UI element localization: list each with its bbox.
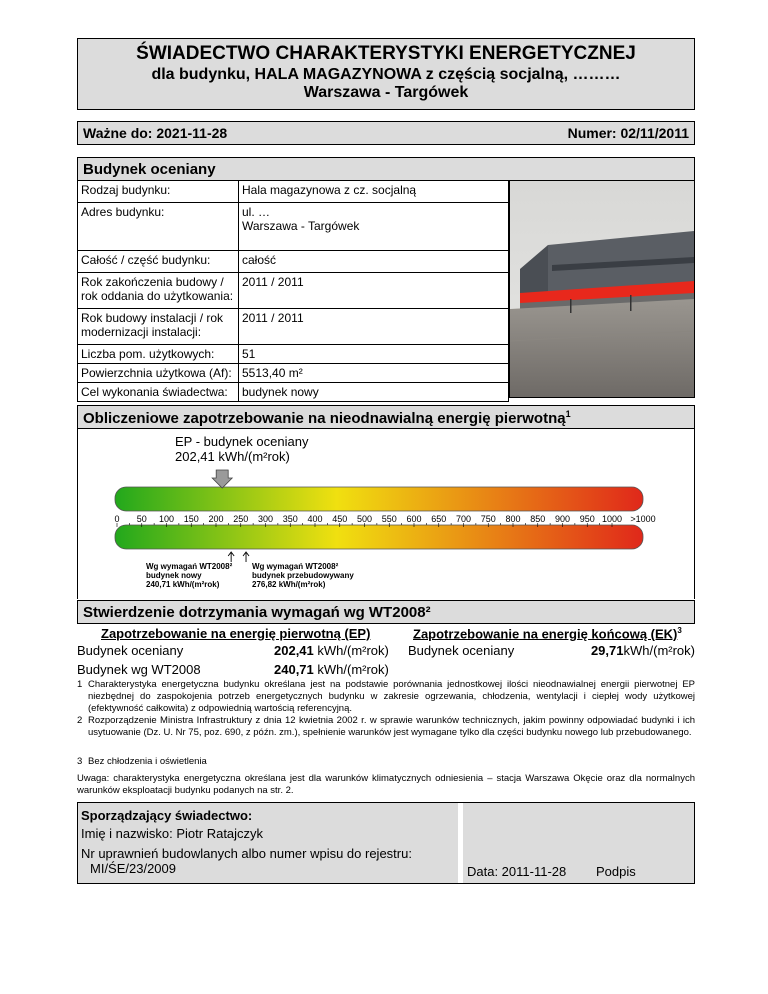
assessor-panel bbox=[78, 803, 458, 883]
building-type-label: Rodzaj budynku: bbox=[78, 181, 239, 203]
ep-scale-tick-label: 250 bbox=[233, 514, 249, 524]
ep-scale-tick-label: 300 bbox=[257, 514, 274, 524]
ep-label-title: EP - budynek oceniany bbox=[175, 434, 309, 449]
ep-scale-tick-label: 450 bbox=[332, 514, 348, 524]
certificate-subtitle: dla budynku, HALA MAGAZYNOWA z częścią socjalną, ……… bbox=[151, 66, 621, 83]
ep-row-building-value bbox=[274, 643, 389, 658]
climate-note: Uwaga: charakterystyka energetyczna określana jest dla warunków klimatycznych odniesienia – stacja Warszawa Okęcie oraz dla normalnych warunków eksploatacji budynku podanych na str. 2. bbox=[77, 773, 695, 796]
wt-requirements bbox=[77, 624, 695, 676]
address-line-1: ul. … bbox=[242, 205, 271, 219]
footnote-ref: 1 bbox=[565, 409, 571, 419]
ek-column-title bbox=[413, 626, 682, 641]
ep-label-value: 202,41 kWh/(m²rok) bbox=[175, 449, 290, 464]
ep-scale-tick-label: 950 bbox=[579, 514, 595, 524]
building-type-value: Hala magazynowa z cz. socjalną bbox=[239, 181, 509, 203]
footnote-text: Rozporządzenie Ministra Infrastruktury z dnia 12 kwietnia 2002 r. w sprawie warunków technicznych, jakim powinny odpowiadać budynki i ich usytuowanie (Dz. U. Nr 75, poz. 690, z późn. zm.), spełnienie warunków jest wymagane tylko dla części budynku nowego lub przebudowanego. bbox=[88, 715, 695, 738]
purpose-value: budynek nowy bbox=[239, 383, 509, 402]
ek-row-building: Budynek oceniany bbox=[408, 643, 515, 658]
ref-mod-line-3: 276,82 kWh/(m²rok) bbox=[252, 580, 326, 589]
certificate-number: Numer: 02/11/2011 bbox=[567, 125, 689, 141]
ep-scale-tick-label: 700 bbox=[455, 514, 472, 524]
installation-year-label: Rok budowy instalacji / rok modernizacji instalacji: bbox=[78, 309, 239, 345]
certificate-date: Data: 2011-11-28 bbox=[467, 864, 567, 879]
construction-year-label: Rok zakończenia budowy / rok oddania do użytkowania: bbox=[78, 273, 239, 309]
ep-scale-tick-label: 800 bbox=[505, 514, 521, 524]
ek-building-number: 29,71 bbox=[590, 643, 624, 658]
ep-scale-tick-label: 150 bbox=[183, 514, 199, 524]
footnote-text: Charakterystyka energetyczna budynku określana jest na podstawie porównania jednostkowej ilości nieodnawialnej energii pierwotnej EP niezbędnej do zaspokojenia potrzeb energetycznych budynku w zakresie ogrzewania, chłodzenia, wentylacji i ciepłej wody użytkowej (efektywność całkowita) z odpowiednią wartością referencyjną. bbox=[88, 679, 695, 714]
ek-column-title-text: Zapotrzebowanie na energię końcową (EK) bbox=[413, 626, 678, 642]
usable-area-value: 5513,40 m² bbox=[239, 364, 509, 383]
footnote-number: 3 bbox=[77, 756, 83, 767]
ep-building-marker bbox=[212, 470, 232, 488]
ep-scale-tick-label: 0 bbox=[114, 514, 120, 524]
ep-scale-tick-label: 100 bbox=[158, 514, 175, 524]
ep-row-wt2008-value bbox=[274, 662, 389, 677]
ref-new-building-label bbox=[146, 562, 232, 589]
ep-scale-tick-label: 600 bbox=[406, 514, 422, 524]
registry-value: MI/ŚE/23/2009 bbox=[90, 861, 176, 876]
certificate-location: Warszawa - Targówek bbox=[303, 84, 469, 101]
ref-mod-line-1: Wg wymagań WT2008² bbox=[252, 562, 339, 571]
building-address-label: Adres budynku: bbox=[78, 203, 239, 251]
ep-building-number: 202,41 bbox=[274, 643, 314, 658]
registry-label: Nr uprawnień budowlanych albo numer wpisu do rejestru: bbox=[81, 846, 412, 861]
building-part-label: Całość / część budynku: bbox=[78, 251, 239, 273]
ep-row-wt2008: Budynek wg WT2008 bbox=[77, 662, 201, 677]
ref-new-marker bbox=[228, 552, 234, 562]
ep-row-building: Budynek oceniany bbox=[77, 643, 184, 658]
ep-scale-tick-label: 500 bbox=[356, 514, 373, 524]
ep-section-title: Obliczeniowe zapotrzebowanie na nieodnawialną energię pierwotną bbox=[83, 410, 566, 427]
valid-until: Ważne do: 2021-11-28 bbox=[83, 125, 228, 141]
construction-year-value: 2011 / 2011 bbox=[239, 273, 509, 309]
date-signature-panel bbox=[463, 803, 694, 883]
ep-scale-tick-label: 200 bbox=[208, 514, 224, 524]
ep-wt2008-unit: kWh/(m²rok) bbox=[313, 662, 389, 677]
footnote-text: Bez chłodzenia i oświetlenia bbox=[88, 756, 207, 767]
ep-scale-tick-label: 1000 bbox=[601, 514, 623, 524]
rooms-count-value: 51 bbox=[239, 345, 509, 364]
building-section-header: Budynek oceniany bbox=[77, 157, 695, 181]
footnote-3 bbox=[77, 756, 695, 768]
footnote-1 bbox=[77, 679, 695, 715]
assessor-name: Imię i nazwisko: Piotr Ratajczyk bbox=[81, 826, 264, 841]
rooms-count-label: Liczba pom. użytkowych: bbox=[78, 345, 239, 364]
ep-scale-bar-top bbox=[115, 487, 643, 511]
ep-scale-tick-label: 650 bbox=[431, 514, 447, 524]
wt-section-header: Stwierdzenie dotrzymania wymagań wg WT2008² bbox=[77, 600, 695, 624]
footnote-ref: 3 bbox=[677, 626, 682, 635]
ep-scale-tick-label: 900 bbox=[554, 514, 571, 524]
ep-wt2008-number: 240,71 bbox=[274, 662, 314, 677]
ep-scale-tick-label: 400 bbox=[307, 514, 323, 524]
usable-area-label: Powierzchnia użytkowa (Af): bbox=[78, 364, 239, 383]
signature-box bbox=[77, 802, 695, 884]
footnote-2 bbox=[77, 715, 695, 739]
ref-new-line-2: budynek nowy bbox=[146, 571, 202, 580]
ep-column-title: Zapotrzebowanie na energię pierwotną (EP) bbox=[101, 626, 371, 641]
ref-new-line-3: 240,71 kWh/(m²rok) bbox=[146, 580, 220, 589]
ep-scale-bar-bottom bbox=[115, 525, 643, 549]
purpose-label: Cel wykonania świadectwa: bbox=[78, 383, 239, 402]
ref-new-line-1: Wg wymagań WT2008² bbox=[146, 562, 233, 571]
ek-building-unit: kWh/(m²rok) bbox=[623, 643, 695, 658]
ep-scale-tick-label: 850 bbox=[530, 514, 546, 524]
signature-label: Podpis bbox=[596, 864, 636, 879]
ek-row-building-value bbox=[591, 643, 695, 658]
assessor-header: Sporządzający świadectwo: bbox=[81, 808, 253, 823]
footnote-number: 2 bbox=[77, 715, 83, 726]
ep-scale-tick-label: 750 bbox=[480, 514, 496, 524]
ep-scale-tick-label: 550 bbox=[381, 514, 397, 524]
ep-scale-tick-label: >1000 bbox=[630, 514, 656, 524]
footnote-number: 1 bbox=[77, 679, 83, 690]
building-part-value: całość bbox=[239, 251, 509, 273]
ep-building-unit: kWh/(m²rok) bbox=[313, 643, 389, 658]
installation-year-value: 2011 / 2011 bbox=[239, 309, 509, 345]
ref-modernized-building-label bbox=[252, 562, 354, 589]
address-line-2: Warszawa - Targówek bbox=[242, 219, 360, 233]
ep-scale-tick-label: 350 bbox=[282, 514, 298, 524]
certificate-title: ŚWIADECTWO CHARAKTERYSTYKI ENERGETYCZNEJ bbox=[136, 43, 636, 64]
ep-scale-tick-label: 50 bbox=[136, 514, 147, 524]
ref-mod-line-2: budynek przebudowywany bbox=[252, 571, 354, 580]
ref-mod-marker bbox=[243, 552, 249, 562]
